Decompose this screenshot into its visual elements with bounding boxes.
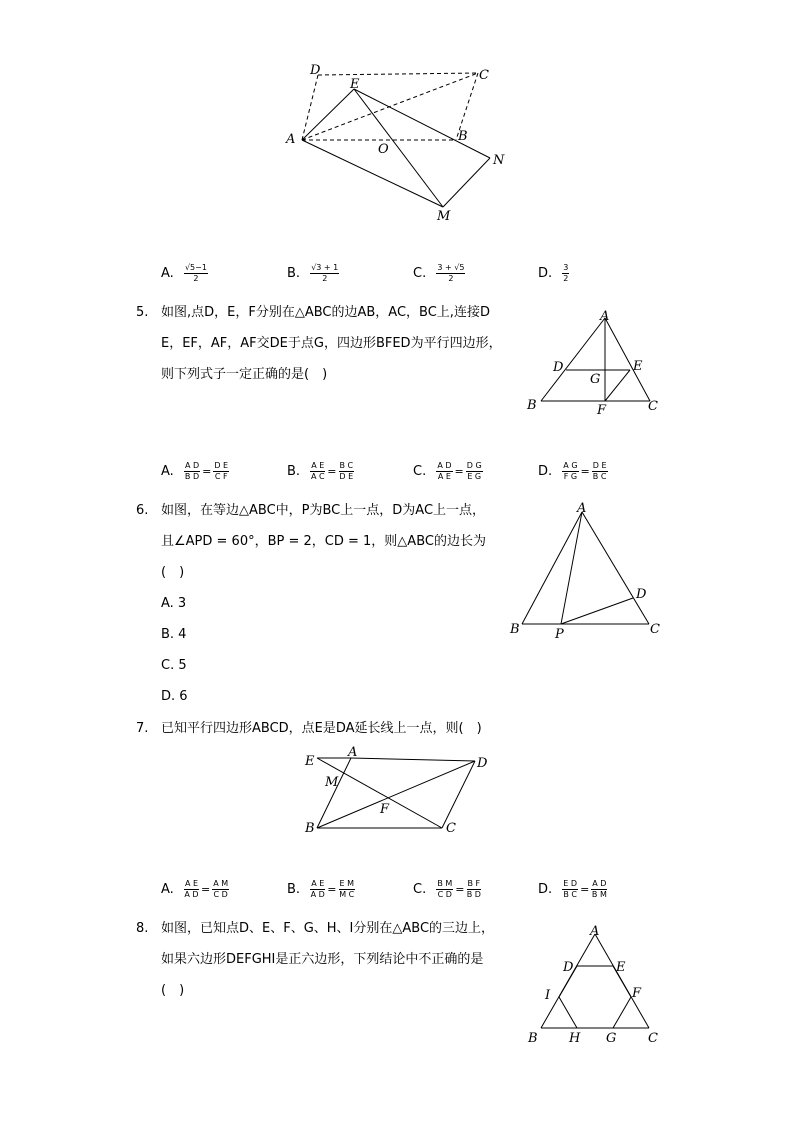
label-d: D <box>553 360 564 375</box>
q6-line-3: ( ) <box>161 565 185 580</box>
label-c: C <box>648 1031 658 1046</box>
label-g: G <box>606 1031 617 1046</box>
label-d: D <box>563 960 574 975</box>
label-b: B <box>510 622 520 637</box>
option-letter: D. <box>538 266 553 281</box>
option-fraction: $\frac{√5-1}{2}$ <box>184 263 207 283</box>
label-f: F <box>597 403 607 418</box>
label-m: M <box>437 209 451 224</box>
segment-ap <box>561 512 582 624</box>
label-d: D <box>636 587 647 602</box>
hex-hi <box>559 997 577 1028</box>
label-f: F <box>632 986 642 1001</box>
option-letter: A. <box>161 266 174 281</box>
figure-q8-hexagon-triangle <box>520 915 670 1050</box>
q5-line-1: 如图,点D，E，F分别在△ABC的边AB，AC，BC上,连接D <box>161 305 490 320</box>
option-letter: B. <box>287 266 301 281</box>
q4-option-b[interactable] <box>287 263 339 284</box>
label-o: O <box>378 142 389 157</box>
label-b: B <box>527 398 537 413</box>
option-letter: C. <box>413 882 427 897</box>
q6-line-1: 如图，在等边△ABC中，P为BC上一点，D为AC上一点， <box>161 503 486 518</box>
hex-fg <box>613 997 631 1028</box>
option-left-fraction: $\frac{\text{B M}}{\text{C D}}$ <box>437 879 453 899</box>
q8-number: 8. <box>136 921 149 936</box>
label-e: E <box>305 754 315 769</box>
dash-ac <box>302 73 478 140</box>
option-left-fraction: $\frac{\text{A E}}{\text{A D}}$ <box>310 879 325 899</box>
q7-option-c[interactable]: C. $\frac{\text{B M}}{\text{C D}}$ = $\frac{\text{B F}}{\text{B D}}$ <box>413 879 481 899</box>
figure-parallelogram-fold <box>280 60 510 230</box>
label-d: D <box>310 63 321 78</box>
option-letter: B. <box>287 464 301 479</box>
q5-option-c[interactable]: C. $\frac{\text{A D}}{\text{A E}}$ = $\frac{\text{D G}}{\text{E G}}$ <box>413 461 482 481</box>
q5-option-d[interactable]: D. $\frac{\text{A G}}{\text{F G}}$ = $\frac{\text{D E}}{\text{B C}}$ <box>538 461 607 481</box>
label-b: B <box>458 129 468 144</box>
label-a: A <box>577 501 587 516</box>
line-em <box>354 89 443 207</box>
q6-option-d[interactable]: D. 6 <box>161 689 188 704</box>
figure-q7-parallelogram <box>300 740 500 840</box>
q5-line-3: 则下列式子一定正确的是( ) <box>161 367 328 382</box>
q5-option-b[interactable]: B. $\frac{\text{A E}}{\text{A C}}$ = $\frac{\text{B C}}{\text{D E}}$ <box>287 461 354 481</box>
option-letter: C. <box>413 464 427 479</box>
q8-line-2: 如果六边形DEFGHI是正六边形，下列结论中不正确的是 <box>161 952 484 967</box>
q5-stem <box>161 297 521 390</box>
segment-ef <box>605 370 630 401</box>
option-left-fraction: $\frac{\text{E D}}{\text{B C}}$ <box>563 879 578 899</box>
q5-option-a[interactable]: A. $\frac{\text{A D}}{\text{B D}}$ = $\frac{\text{D E}}{\text{C F}}$ <box>161 461 229 481</box>
label-a: A <box>600 309 610 324</box>
option-letter: B. <box>287 882 301 897</box>
line-am <box>302 140 443 207</box>
line-ec <box>317 758 442 828</box>
option-fraction: $\frac{3 + √5}{2}$ <box>437 263 465 283</box>
figure-q6-equilateral <box>505 495 675 645</box>
option-fraction: $\frac{3}{2}$ <box>563 263 569 283</box>
label-a: A <box>286 132 296 147</box>
label-m: M <box>325 775 339 790</box>
option-right-fraction: $\frac{\text{D G}}{\text{E G}}$ <box>466 461 482 481</box>
q7-option-d[interactable]: D. $\frac{\text{E D}}{\text{B C}}$ = $\frac{\text{A D}}{\text{B M}}$ <box>538 879 607 899</box>
label-c: C <box>650 622 660 637</box>
q6-line-2: 且∠APD = 60°，BP = 2，CD = 1，则△ABC的边长为 <box>161 534 486 549</box>
option-letter: A. <box>161 464 174 479</box>
edge-cd <box>442 761 475 828</box>
label-p: P <box>555 627 564 642</box>
segment-pd <box>561 598 633 624</box>
edge-ab <box>541 318 605 401</box>
q8-stem <box>161 913 521 1006</box>
q6-option-c[interactable]: C. 5 <box>161 658 187 673</box>
dash-da <box>302 75 318 140</box>
label-h: H <box>569 1031 581 1046</box>
line-en <box>354 89 490 158</box>
figure-q5-triangle <box>520 300 670 420</box>
q6-option-a[interactable]: A. 3 <box>161 596 187 611</box>
label-c: C <box>648 399 658 414</box>
q5-number: 5. <box>136 305 149 320</box>
label-f: F <box>380 802 390 817</box>
option-letter: A. <box>161 882 174 897</box>
option-right-fraction: $\frac{\text{B C}}{\text{D E}}$ <box>339 461 354 481</box>
option-letter: D. <box>538 464 553 479</box>
edge-ad <box>351 758 475 761</box>
q8-line-3: ( ) <box>161 983 185 998</box>
option-right-fraction: $\frac{\text{D E}}{\text{C F}}$ <box>214 461 229 481</box>
label-a: A <box>348 745 358 760</box>
option-left-fraction: $\frac{\text{A G}}{\text{F G}}$ <box>563 461 578 481</box>
label-i: I <box>545 988 551 1003</box>
q5-line-2: E，EF，AF，AF交DE于点G，四边形BFED为平行四边形， <box>161 336 502 351</box>
label-d: D <box>477 756 488 771</box>
q4-option-a[interactable] <box>161 263 208 284</box>
option-left-fraction: $\frac{\text{A D}}{\text{A E}}$ <box>437 461 452 481</box>
option-right-fraction: $\frac{\text{A D}}{\text{B M}}$ <box>591 879 607 899</box>
option-fraction: $\frac{√3 + 1}{2}$ <box>311 263 339 283</box>
q6-option-b[interactable]: B. 4 <box>161 627 187 642</box>
option-letter: C. <box>413 266 427 281</box>
label-b: B <box>528 1031 538 1046</box>
q6-number: 6. <box>136 503 149 518</box>
q4-option-c[interactable] <box>413 263 465 284</box>
option-right-fraction: $\frac{\text{D E}}{\text{B C}}$ <box>592 461 607 481</box>
option-left-fraction: $\frac{\text{A E}}{\text{A D}}$ <box>184 879 199 899</box>
option-right-fraction: $\frac{\text{A M}}{\text{C D}}$ <box>213 879 229 899</box>
option-right-fraction: $\frac{\text{B F}}{\text{B D}}$ <box>466 879 481 899</box>
q7-stem: 已知平行四边形ABCD，点E是DA延长线上一点，则( ) <box>161 721 482 736</box>
option-right-fraction: $\frac{\text{E M}}{\text{M C}}$ <box>339 879 355 899</box>
label-n: N <box>493 153 505 168</box>
option-left-fraction: $\frac{\text{A D}}{\text{B D}}$ <box>184 461 200 481</box>
label-e: E <box>633 359 643 374</box>
label-c: C <box>479 68 489 83</box>
q7-number: 7. <box>136 721 149 736</box>
option-letter: D. <box>538 882 553 897</box>
line-mn <box>443 158 490 207</box>
line-ae <box>302 89 354 140</box>
q7-option-b[interactable]: B. $\frac{\text{A E}}{\text{A D}}$ = $\frac{\text{E M}}{\text{M C}}$ <box>287 879 355 899</box>
label-c: C <box>446 821 456 836</box>
dash-dc <box>318 73 478 75</box>
option-left-fraction: $\frac{\text{A E}}{\text{A C}}$ <box>310 461 325 481</box>
q7-option-a[interactable]: A. $\frac{\text{A E}}{\text{A D}}$ = $\frac{\text{A M}}{\text{C D}}$ <box>161 879 229 899</box>
edge-ab <box>317 758 351 828</box>
q6-stem <box>161 495 521 712</box>
label-g: G <box>590 372 601 387</box>
edge-ab <box>522 512 582 624</box>
q8-line-1: 如图，已知点D、E、F、G、H、I分别在△ABC的三边上， <box>161 921 495 936</box>
label-e: E <box>616 960 626 975</box>
label-e: E <box>350 77 360 92</box>
q4-option-d[interactable] <box>538 263 569 284</box>
edge-ac <box>605 318 650 401</box>
label-a: A <box>590 924 600 939</box>
edge-ac <box>582 512 649 624</box>
label-b: B <box>305 821 315 836</box>
